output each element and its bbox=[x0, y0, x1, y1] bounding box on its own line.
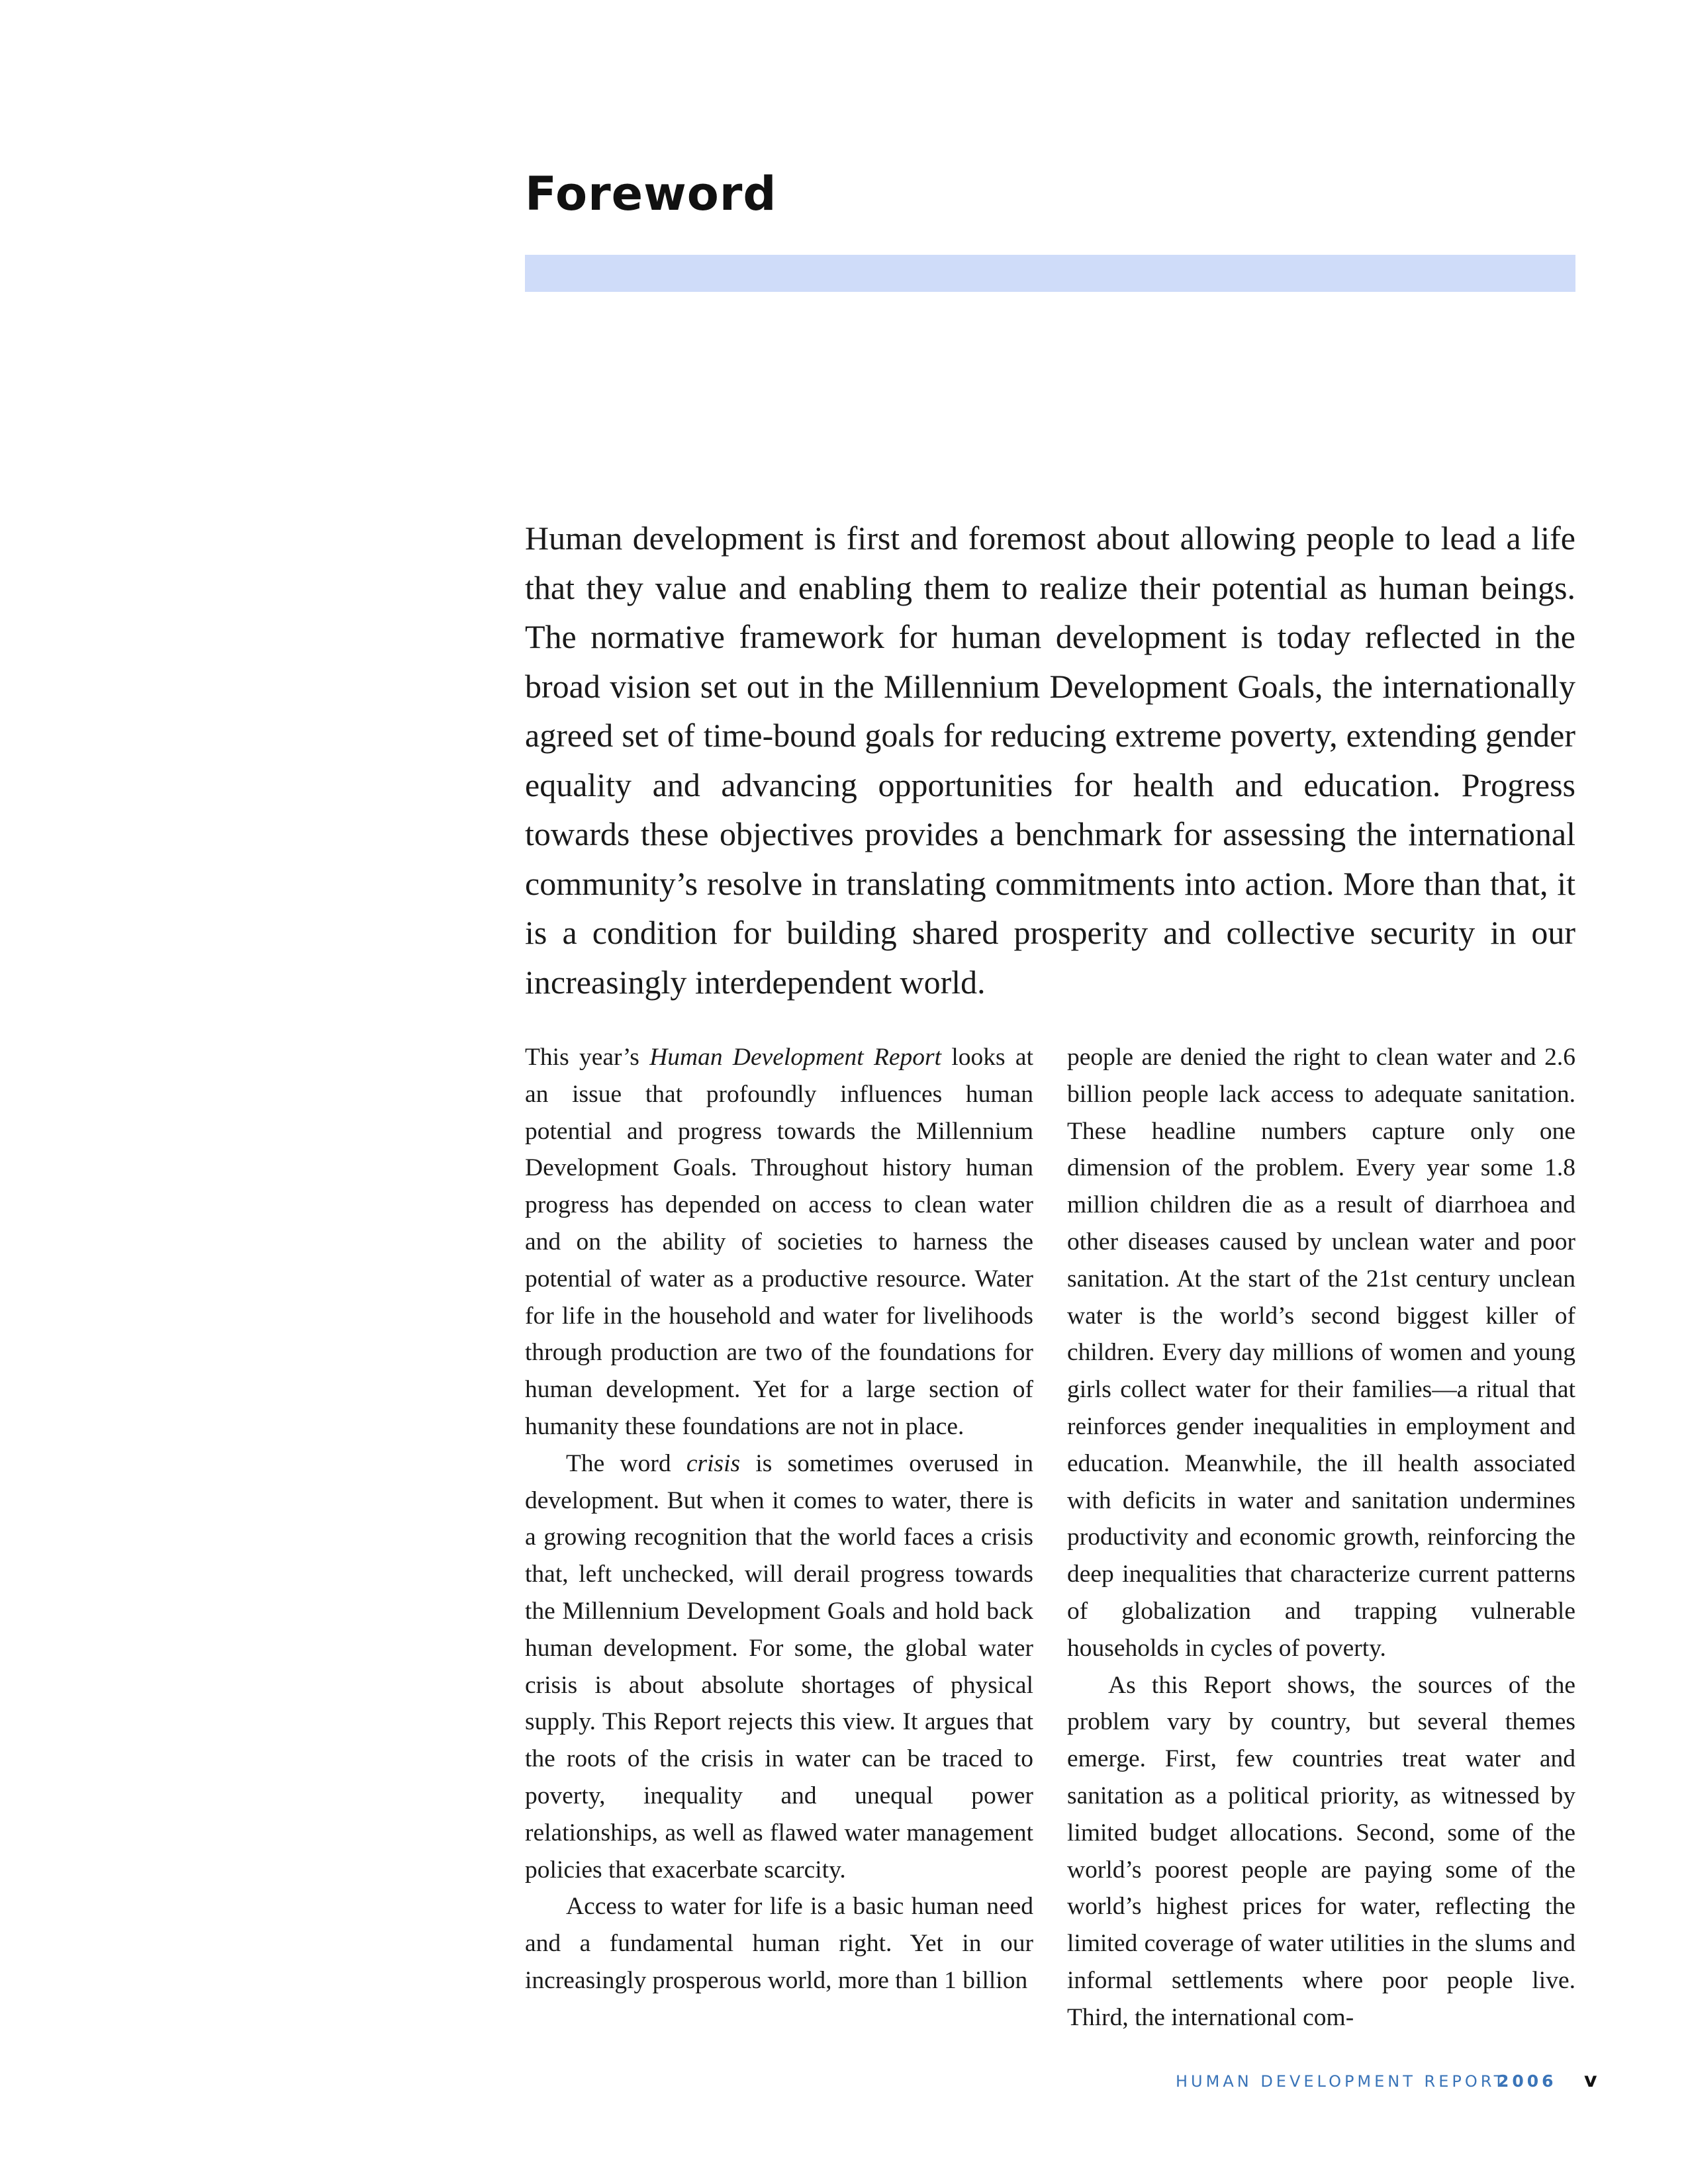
body-column-left bbox=[525, 1039, 1033, 1999]
page-number: v bbox=[1584, 2069, 1597, 2092]
footer-year: 2006 bbox=[1497, 2071, 1557, 2091]
body-column-right bbox=[1067, 1039, 1575, 2036]
body-paragraph: people are denied the right to clean water and 2.6 billion people lack access to adequate sanitation. These headline numbers capture only one dimension of the problem. Every year some 1.8 million children die as a result of diarrhoea and other diseases caused by unclean water and poor sanitation. At the start of the 21st century unclean water is the world’s second biggest killer of children. Every day millions of women and young girls collect water for their families—a ritual that reinforces gender inequalities in employment and education. Meanwhile, the ill health associated with deficits in water and sanitation undermines productivity and economic growth, reinforcing the deep inequalities that characterize current patterns of globalization and trapping vulnerable households in cycles of poverty. bbox=[1067, 1044, 1575, 1662]
page-title: Foreword bbox=[525, 167, 777, 221]
lede-paragraph: Human development is first and foremost about allowing people to lead a life that they value and enabling them to realize their potential as human beings. The normative framework for human development is today reflected in the broad vision set out in the Millennium Development Goals, the internationally agreed set of time-bound goals for reducing extreme poverty, extending gender equality and advancing opportunities for health and education. Progress towards these objectives provides a benchmark for assessing the international community’s resolve in translating commitments into action. More than that, it is a condition for building shared prosperity and collective security in our increasingly interdependent world. bbox=[525, 520, 1575, 1001]
body-paragraph: As this Report shows, the sources of the problem vary by country, but several themes emerge. First, few countries treat water and sanitation as a political priority, as witnessed by limited budget allocations. Second, some of the world’s poorest people are paying some of the world’s highest prices for water, reflecting the limited coverage of water utilities in the slums and informal settlements where poor people live. Third, the international com- bbox=[1067, 1671, 1575, 2031]
body-paragraph: Access to water for life is a basic human need and a fundamental human right. Yet in our increasingly prosperous world, more than 1 billion bbox=[525, 1893, 1033, 1994]
running-footer bbox=[1059, 2068, 1575, 2095]
body-paragraph: The word crisis is sometimes overused in development. But when it comes to water, there is a growing recognition that the world faces a crisis that, left unchecked, will derail progress towards the Millennium Development Goals and hold back human development. For some, the global water crisis is about absolute shortages of physical supply. This Report rejects this view. It argues that the roots of the crisis in water can be traced to poverty, inequality and unequal power relationships, as well as flawed water management policies that exacerbate scarcity. bbox=[525, 1449, 1033, 1884]
crisis-emphasis: crisis bbox=[686, 1449, 741, 1477]
report-title-emphasis: Human Development Report bbox=[649, 1044, 942, 1071]
body-paragraph: This year’s Human Development Report looks at an issue that profoundly influences human potential and progress towards the Millennium Development Goals. Throughout history human progress has depended on access to clean water and on the ability of societies to harness the potential of water as a productive resource. Water for life in the household and water for livelihoods through production are two of the foundations for human development. Yet for a large section of humanity these foundations are not in place. bbox=[525, 1044, 1033, 1440]
title-accent-bar bbox=[525, 255, 1575, 292]
footer-report-title: HUMAN DEVELOPMENT REPORT bbox=[1176, 2072, 1507, 2091]
